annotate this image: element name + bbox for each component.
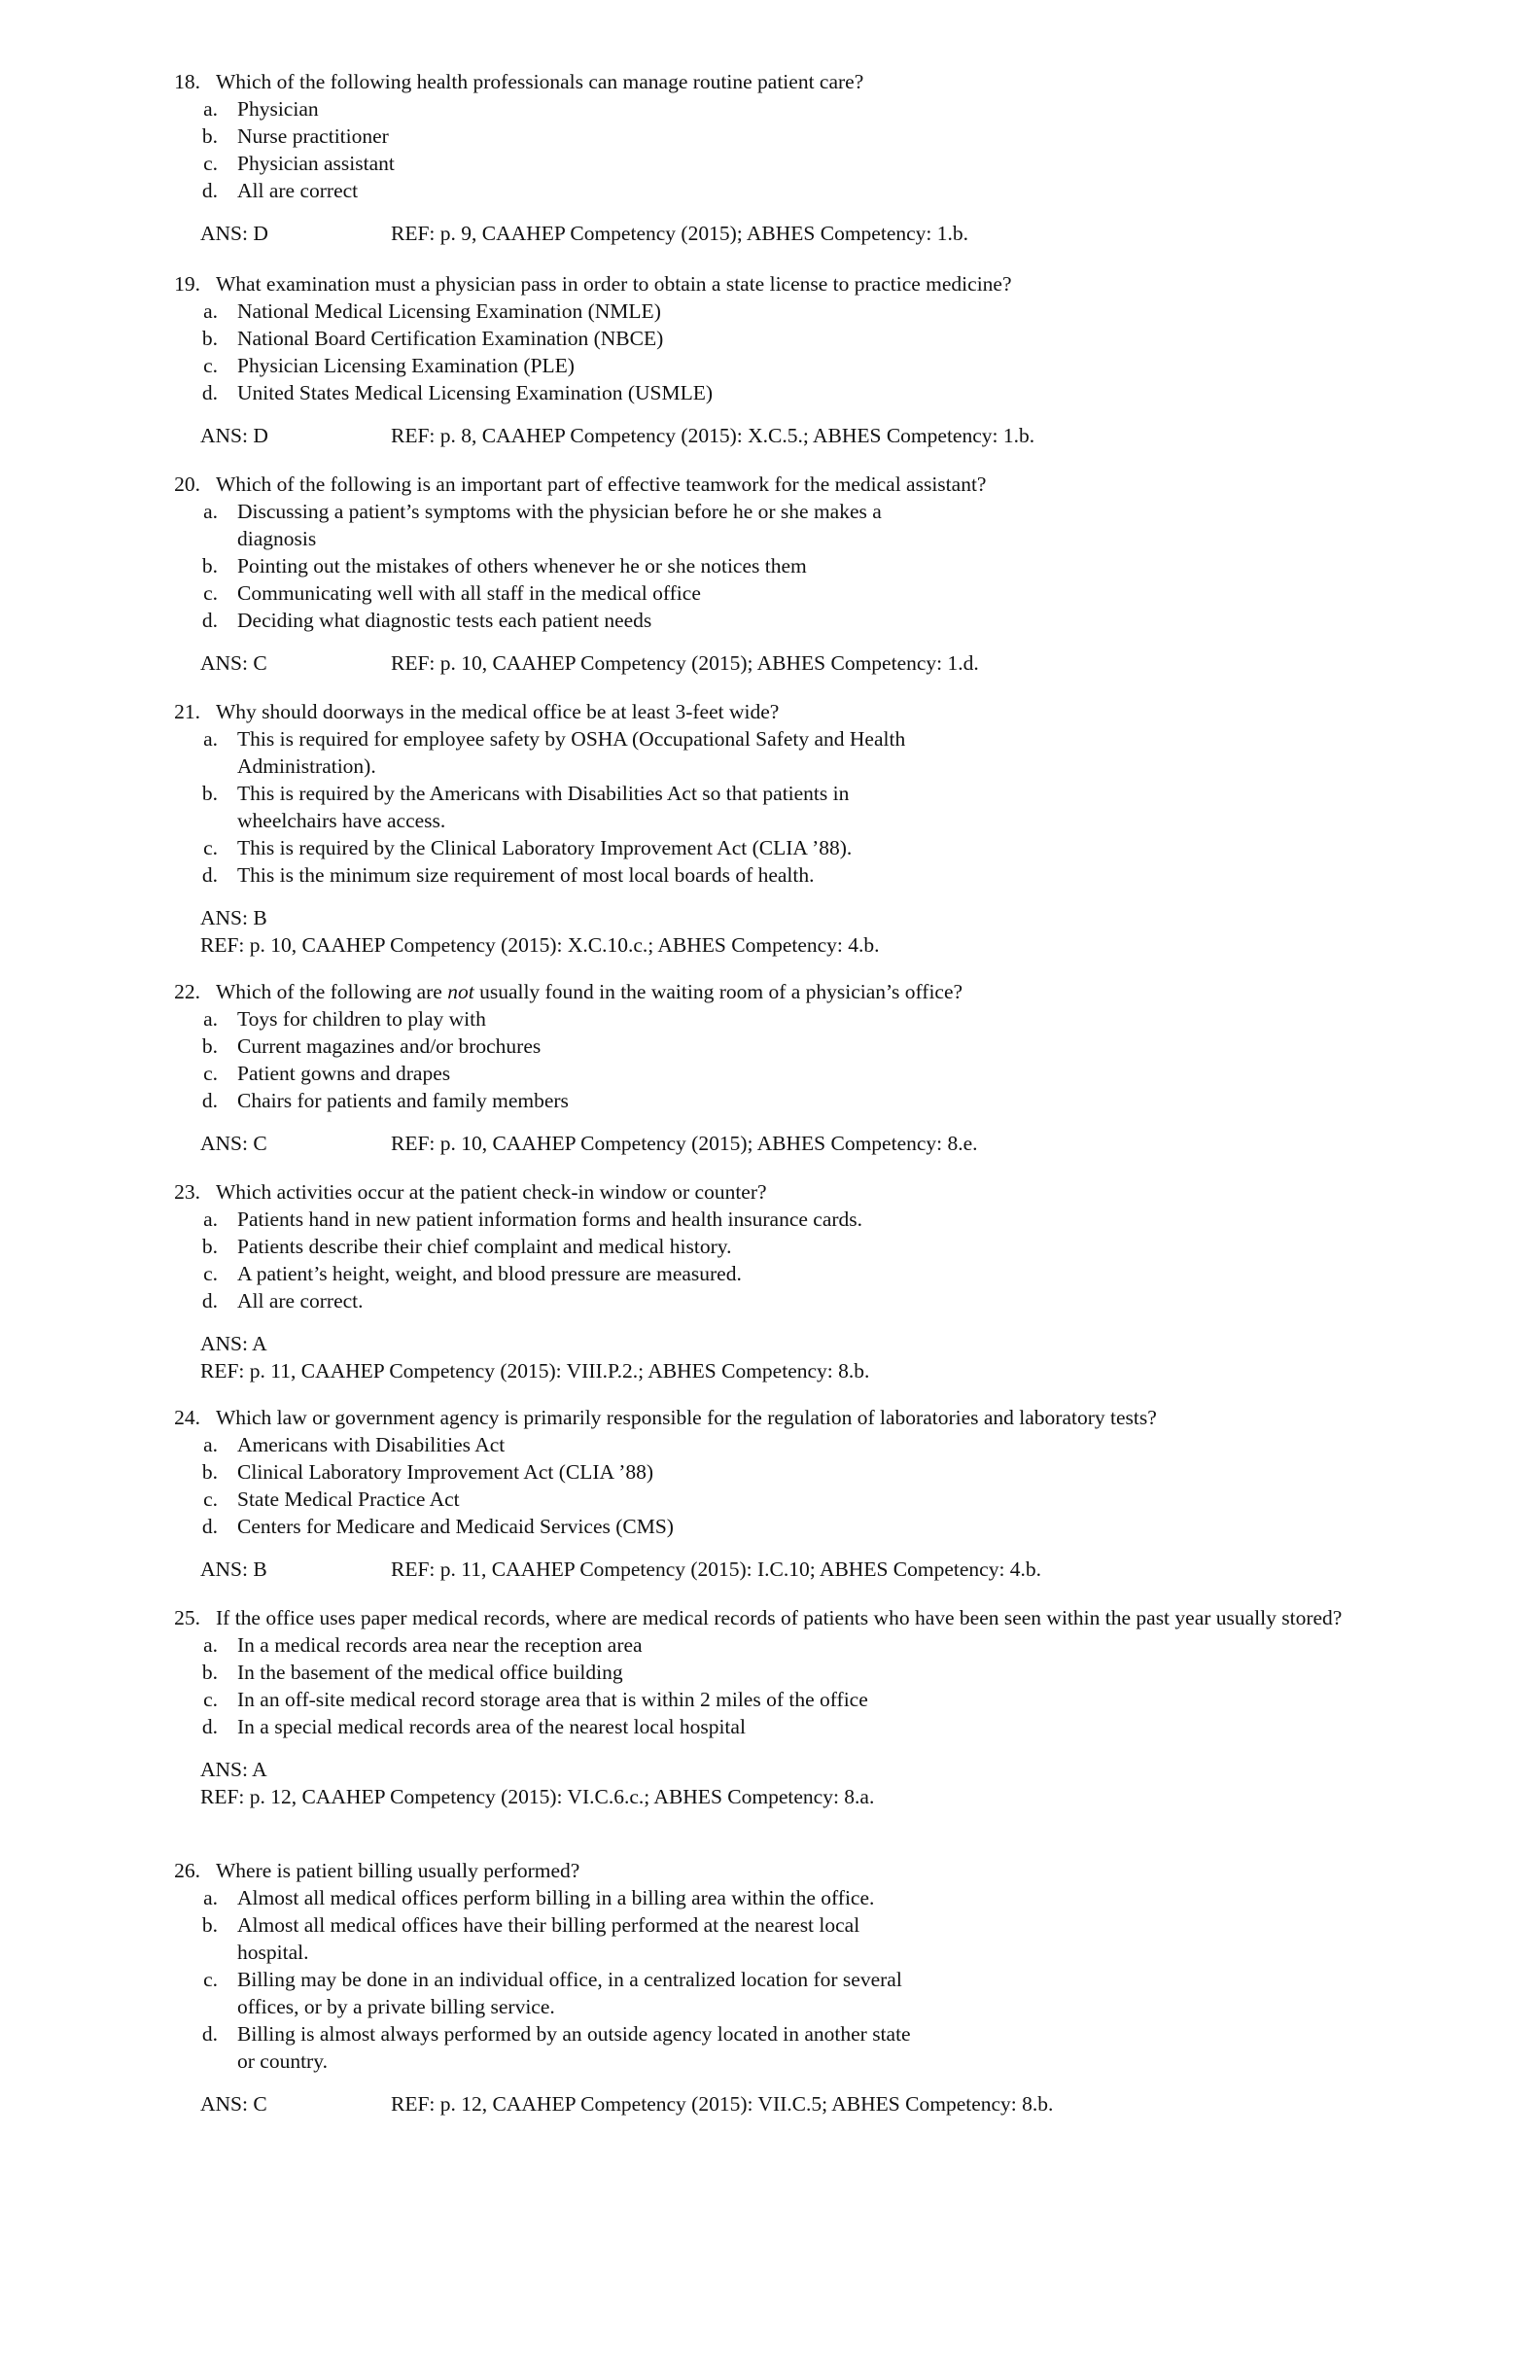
option-text: State Medical Practice Act — [237, 1488, 460, 1511]
option-letter: a. — [203, 1633, 218, 1657]
option-letter: c. — [203, 581, 218, 605]
answer: ANS: D — [200, 222, 268, 245]
reference: REF: p. 10, CAAHEP Competency (2015): X.C.10.c.; ABHES Competency: 4.b. — [200, 933, 880, 957]
answer: ANS: C — [200, 2092, 267, 2116]
option-text: Discussing a patient’s symptoms with the physician before he or she makes a diagnosis — [237, 500, 882, 550]
question-stem: Which of the following health professionals can manage routine patient care? — [216, 70, 864, 93]
question-19 — [165, 270, 1390, 449]
question-18 — [165, 68, 1390, 247]
option — [200, 1686, 1390, 1713]
option-letter: d. — [201, 179, 218, 202]
option — [200, 552, 1390, 579]
reference: REF: p. 11, CAAHEP Competency (2015): VIII.P.2.; ABHES Competency: 8.b. — [200, 1359, 870, 1382]
option — [200, 1713, 1390, 1740]
option-text: This is required by the Americans with Disabilities Act so that patients in wheelchairs have access. — [237, 782, 850, 832]
question-number: 19. — [174, 272, 200, 296]
question-stem: Where is patient billing usually performed? — [216, 1859, 580, 1882]
option-text: Deciding what diagnostic tests each patient needs — [237, 609, 652, 632]
option — [200, 1486, 1390, 1513]
option-letter: a. — [203, 97, 218, 121]
option-text: Patients hand in new patient information forms and health insurance cards. — [237, 1208, 863, 1231]
option-letter: d. — [201, 2022, 218, 2046]
option-letter: c. — [203, 1262, 218, 1285]
option-letter: a. — [203, 299, 218, 323]
option — [200, 150, 1390, 177]
question-21 — [165, 698, 1390, 959]
option-letter: d. — [201, 1289, 218, 1312]
option — [200, 780, 1390, 834]
option-letter: a. — [203, 1208, 218, 1231]
option-text: Clinical Laboratory Improvement Act (CLIA ’88) — [237, 1460, 654, 1484]
question-stem: Which of the following is an important part of effective teamwork for the medical assistant? — [216, 472, 987, 496]
question-stem — [216, 978, 1390, 1005]
stem-emphasis: not — [447, 980, 474, 1003]
answer: ANS: B — [200, 1558, 267, 1581]
option-letter: a. — [203, 1886, 218, 1909]
option — [200, 1911, 1390, 1966]
option — [200, 1458, 1390, 1486]
answer-line — [200, 422, 1390, 449]
option-text: Toys for children to play with — [237, 1007, 486, 1031]
question-stem: Which activities occur at the patient check-in window or counter? — [216, 1180, 767, 1204]
option — [200, 379, 1390, 406]
option — [200, 1005, 1390, 1032]
option-letter: b. — [201, 782, 218, 805]
option-letter: d. — [201, 1715, 218, 1738]
option — [200, 95, 1390, 122]
question-23 — [165, 1178, 1390, 1384]
option-letter: a. — [203, 1433, 218, 1456]
option-letter: b. — [201, 1235, 218, 1258]
answer-line — [200, 220, 1390, 247]
option — [200, 2020, 1390, 2075]
answer-line — [200, 2090, 1390, 2118]
option-letter: c. — [203, 152, 218, 175]
option — [200, 607, 1390, 634]
question-number: 26. — [174, 1859, 200, 1882]
option — [200, 1087, 1390, 1114]
option-text: In a special medical records area of the nearest local hospital — [237, 1715, 746, 1738]
option-text: Patients describe their chief complaint and medical history. — [237, 1235, 732, 1258]
option — [200, 1631, 1390, 1659]
stem-text: usually found in the waiting room of a physician’s office? — [473, 980, 963, 1003]
option-text: Communicating well with all staff in the medical office — [237, 581, 701, 605]
answer-line — [200, 1556, 1390, 1583]
question-number: 18. — [174, 70, 200, 93]
question-25 — [165, 1604, 1390, 1810]
answer: ANS: A — [200, 1758, 267, 1781]
answer: ANS: B — [200, 906, 267, 929]
answer: ANS: C — [200, 651, 267, 675]
question-number: 25. — [174, 1606, 200, 1629]
option — [200, 1060, 1390, 1087]
reference: REF: p. 12, CAAHEP Competency (2015): VI.C.6.c.; ABHES Competency: 8.a. — [200, 1785, 875, 1808]
option — [200, 177, 1390, 204]
question-number: 24. — [174, 1406, 200, 1429]
option — [200, 834, 1390, 861]
option — [200, 1884, 1390, 1911]
option-text: This is the minimum size requirement of most local boards of health. — [237, 863, 815, 887]
question-number: 22. — [174, 980, 200, 1003]
option-letter: b. — [201, 1913, 218, 1937]
question-20 — [165, 471, 1390, 677]
option-text: Nurse practitioner — [237, 124, 389, 148]
option — [200, 1032, 1390, 1060]
option — [200, 1659, 1390, 1686]
option — [200, 1431, 1390, 1458]
option-text: Billing is almost always performed by an outside agency located in another state or country. — [237, 2022, 911, 2073]
option-text: Physician Licensing Examination (PLE) — [237, 354, 575, 377]
option-letter: b. — [201, 1661, 218, 1684]
reference: REF: p. 11, CAAHEP Competency (2015): I.C.10; ABHES Competency: 4.b. — [391, 1558, 1042, 1581]
option — [200, 1260, 1390, 1287]
question-number: 20. — [174, 472, 200, 496]
option-letter: b. — [201, 327, 218, 350]
option — [200, 1513, 1390, 1540]
option — [200, 298, 1390, 325]
option-letter: b. — [201, 1034, 218, 1058]
reference: REF: p. 9, CAAHEP Competency (2015); ABHES Competency: 1.b. — [391, 222, 969, 245]
option-text: Pointing out the mistakes of others whenever he or she notices them — [237, 554, 807, 578]
option-text: Centers for Medicare and Medicaid Services (CMS) — [237, 1515, 674, 1538]
option-text: In the basement of the medical office building — [237, 1661, 623, 1684]
option — [200, 1206, 1390, 1233]
question-stem: What examination must a physician pass in order to obtain a state license to practice medicine? — [216, 272, 1012, 296]
option — [200, 861, 1390, 889]
option-letter: a. — [203, 727, 218, 751]
answer: ANS: C — [200, 1132, 267, 1155]
option-letter: b. — [201, 1460, 218, 1484]
option — [200, 1966, 1390, 2020]
option-letter: d. — [201, 1515, 218, 1538]
reference: REF: p. 10, CAAHEP Competency (2015); ABHES Competency: 8.e. — [391, 1132, 978, 1155]
option-letter: b. — [201, 124, 218, 148]
reference: REF: p. 10, CAAHEP Competency (2015); ABHES Competency: 1.d. — [391, 651, 979, 675]
answer-line — [200, 649, 1390, 677]
question-stem: If the office uses paper medical records, where are medical records of patients who have been seen within the past year usually stored? — [216, 1606, 1343, 1629]
question-number: 23. — [174, 1180, 200, 1204]
option-text: In an off-site medical record storage area that is within 2 miles of the office — [237, 1688, 868, 1711]
option-letter: c. — [203, 354, 218, 377]
reference: REF: p. 12, CAAHEP Competency (2015): VII.C.5; ABHES Competency: 8.b. — [391, 2092, 1054, 2116]
option-text: Chairs for patients and family members — [237, 1089, 569, 1112]
option-text: Physician assistant — [237, 152, 395, 175]
option-text: All are correct. — [237, 1289, 364, 1312]
option-text: A patient’s height, weight, and blood pressure are measured. — [237, 1262, 742, 1285]
option-text: In a medical records area near the reception area — [237, 1633, 643, 1657]
stem-text: Which of the following are — [216, 980, 448, 1003]
option-text: National Medical Licensing Examination (NMLE) — [237, 299, 661, 323]
option-text: National Board Certification Examination (NBCE) — [237, 327, 664, 350]
option-letter: d. — [201, 381, 218, 404]
question-stem: Why should doorways in the medical office be at least 3-feet wide? — [216, 700, 780, 723]
question-24 — [165, 1404, 1390, 1583]
answer-block — [200, 1330, 1390, 1384]
option-letter: d. — [201, 1089, 218, 1112]
option-letter: c. — [203, 1688, 218, 1711]
option-letter: c. — [203, 1968, 218, 1991]
option — [200, 1287, 1390, 1314]
answer: ANS: A — [200, 1332, 267, 1355]
option-text: Patient gowns and drapes — [237, 1062, 451, 1085]
option-text: Billing may be done in an individual office, in a centralized location for several offices, or by a private billing service. — [237, 1968, 902, 2018]
option-text: Current magazines and/or brochures — [237, 1034, 542, 1058]
answer: ANS: D — [200, 424, 268, 447]
question-22 — [165, 978, 1390, 1157]
option — [200, 725, 1390, 780]
option — [200, 122, 1390, 150]
option-text: This is required by the Clinical Laboratory Improvement Act (CLIA ’88). — [237, 836, 853, 859]
option-letter: b. — [201, 554, 218, 578]
option — [200, 579, 1390, 607]
option-text: All are correct — [237, 179, 359, 202]
option-letter: a. — [203, 500, 218, 523]
option-text: United States Medical Licensing Examination (USMLE) — [237, 381, 714, 404]
option-text: This is required for employee safety by OSHA (Occupational Safety and Health Administration). — [237, 727, 906, 778]
option-letter: c. — [203, 836, 218, 859]
question-26 — [165, 1857, 1390, 2118]
option-letter: a. — [203, 1007, 218, 1031]
question-number: 21. — [174, 700, 200, 723]
option-letter: d. — [201, 609, 218, 632]
question-stem: Which law or government agency is primarily responsible for the regulation of laboratories and laboratory tests? — [216, 1406, 1157, 1429]
reference: REF: p. 8, CAAHEP Competency (2015): X.C.5.; ABHES Competency: 1.b. — [391, 424, 1035, 447]
option-letter: c. — [203, 1488, 218, 1511]
option-letter: c. — [203, 1062, 218, 1085]
answer-line — [200, 1130, 1390, 1157]
answer-block — [200, 1756, 1390, 1810]
option-letter: d. — [201, 863, 218, 887]
option — [200, 498, 1390, 552]
option-text: Almost all medical offices perform billing in a billing area within the office. — [237, 1886, 875, 1909]
option — [200, 352, 1390, 379]
option-text: Physician — [237, 97, 319, 121]
option-text: Americans with Disabilities Act — [237, 1433, 506, 1456]
option — [200, 1233, 1390, 1260]
option — [200, 325, 1390, 352]
option-text: Almost all medical offices have their billing performed at the nearest local hospital. — [237, 1913, 860, 1964]
answer-block — [200, 904, 1390, 959]
